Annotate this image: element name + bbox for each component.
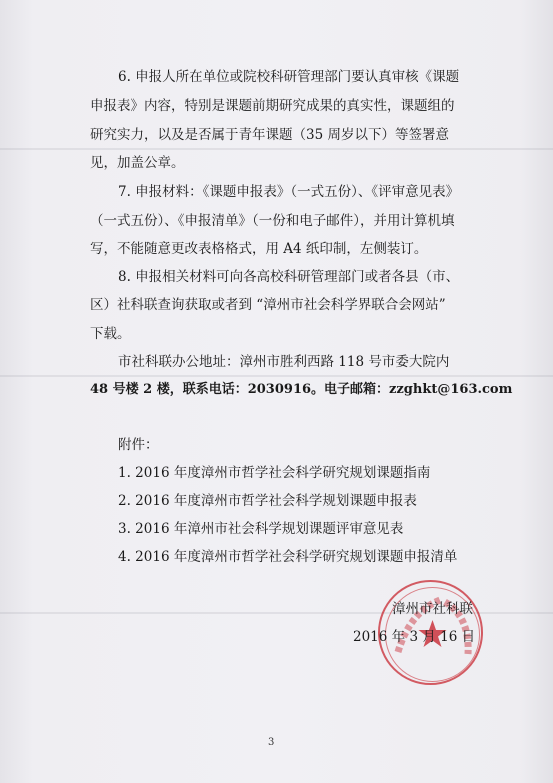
paragraph-7-line: 写，不能随意更改表格格式，用 A4 纸印制，左侧装订。: [90, 241, 428, 257]
paragraph-7-line: 7. 申报材料：《课题申报表》（一式五份）、《评审意见表》: [118, 184, 460, 200]
paragraph-8-line: 区）社科联查询获取或者到 “漳州市社会科学界联合会网站”: [90, 297, 446, 313]
paragraph-6-line: 见，加盖公章。: [90, 155, 185, 171]
attachment-item: 2. 2016 年度漳州市哲学社会科学规划课题申报表: [118, 493, 417, 509]
address-line: 市社科联办公地址：漳州市胜利西路 118 号市委大院内: [118, 354, 450, 370]
paragraph-8-line: 8. 申报相关材料可向各高校科研管理部门或者各县（市、: [118, 269, 460, 285]
paragraph-6-line: 申报表》内容，特别是课题前期研究成果的真实性，课题组的: [90, 98, 455, 114]
attachments-heading: 附件：: [118, 437, 159, 453]
paper-fold: [0, 148, 553, 150]
page-number: 3: [268, 737, 275, 748]
signature-date: 2016 年 3 月 16 日: [353, 629, 476, 645]
address-contact-line: 48 号楼 2 楼，联系电话：2030916。电子邮箱：zzghkt@163.com: [90, 382, 513, 397]
paragraph-8-line: 下载。: [90, 326, 131, 342]
attachment-item: 3. 2016 年漳州市社会科学规划课题评审意见表: [118, 521, 404, 537]
attachment-item: 4. 2016 年度漳州市哲学社会科学研究规划课题申报清单: [118, 549, 458, 565]
paragraph-6-line: 6. 申报人所在单位或院校科研管理部门要认真审核《课题: [118, 69, 460, 85]
paragraph-6-line: 研究实力，以及是否属于青年课题（35 周岁以下）等签署意: [90, 127, 449, 143]
paper-fold: [0, 375, 553, 377]
paragraph-7-line: （一式五份）、《申报清单》（一份和电子邮件），并用计算机填: [90, 213, 455, 229]
signature-org: 漳州市社科联: [392, 601, 473, 617]
attachment-item: 1. 2016 年度漳州市哲学社会科学研究规划课题指南: [118, 465, 431, 481]
